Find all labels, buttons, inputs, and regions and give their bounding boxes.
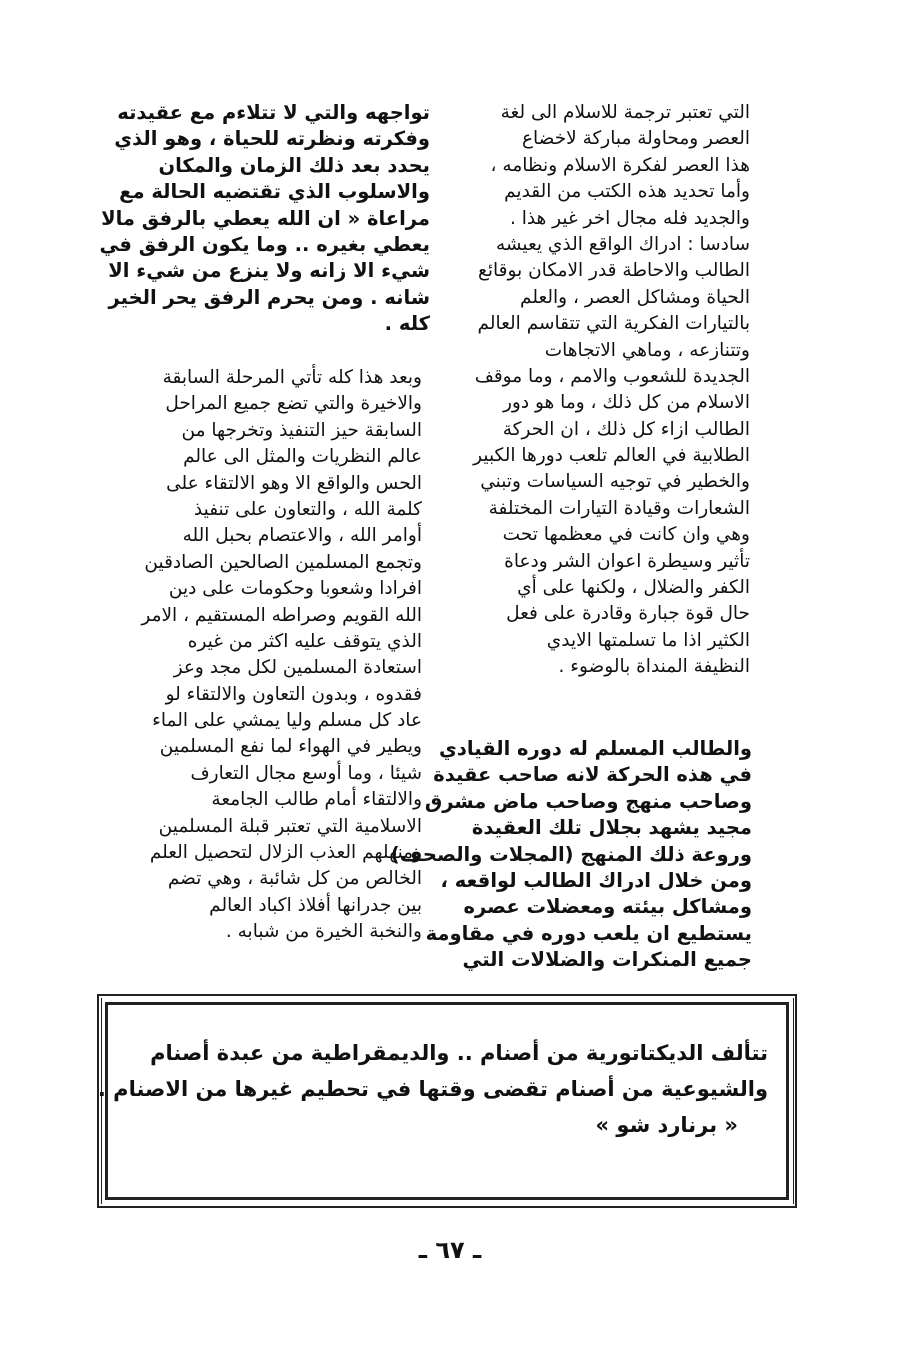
left-column-line: وتجمع المسلمين الصالحين الصادقين <box>144 551 422 573</box>
quote-line-1: تتألف الديكتاتورية من أصنام .. والديمقراطية من عبدة أصنام <box>150 1041 768 1065</box>
right-column-line: هذا العصر لفكرة الاسلام ونظامه ، <box>490 154 750 176</box>
right-column-line: والخطير في توجيه السياسات وتبني <box>480 471 750 493</box>
left-column-bold-paragraph <box>100 100 430 338</box>
right-column-line: وتتنازعه ، وماهي الاتجاهات <box>544 339 750 361</box>
left-column-line: الله القويم وصراطه المستقيم ، الامر <box>141 604 422 626</box>
right-column-line: العصر ومحاولة مباركة لاخضاع <box>522 128 750 150</box>
right-column-line: وأما تحديد هذه الكتب من القديم <box>504 181 750 203</box>
left-column-line: والالتقاء أمام طالب الجامعة <box>211 789 422 811</box>
left-column-line: بين جدرانها أفلاذ اكباد العالم <box>209 894 422 916</box>
left-column-line: السابقة حيز التنفيذ وتخرجها من <box>181 419 422 441</box>
left-column-bold-line: يحدد بعد ذلك الزمان والمكان <box>158 153 430 177</box>
left-column-line: كلمة الله ، والتعاون على تنفيذ <box>193 498 422 520</box>
right-column-line: سادسا : ادراك الواقع الذي يعيشه <box>495 233 750 255</box>
left-column-line: والاخيرة والتي تضع جميع المراحل <box>165 393 422 415</box>
page-number: ـ ٦٧ ـ <box>418 1236 482 1264</box>
quote-author: « برنارد شو » <box>595 1113 738 1137</box>
right-column-bold-line: في هذه الحركة لانه صاحب عقيدة <box>433 763 752 787</box>
right-column-line: وهي وان كانت في معظمها تحت <box>502 524 750 546</box>
right-column-line: الشعارات وقيادة التيارات المختلفة <box>488 497 750 519</box>
right-column-bold-line: جميع المنكرات والضلالات التي <box>462 948 752 972</box>
right-column-bold-line: ومشاكل بيئته ومعضلات عصره <box>463 895 752 919</box>
right-column-line: تأثير وسيطرة اعوان الشر ودعاة <box>504 550 750 572</box>
quote-frame-rule-right <box>793 998 794 1204</box>
left-column-line: ويطير في الهواء لما نفع المسلمين <box>159 736 422 758</box>
left-column-line: الذي يتوقف عليه اكثر من غيره <box>187 630 422 652</box>
left-column-line: افرادا وشعوبا وحكومات على دين <box>168 578 422 600</box>
left-column-line: استعادة المسلمين لكل مجد وعز <box>173 657 422 679</box>
left-column-line: والنخبة الخيرة من شبابه . <box>225 921 422 943</box>
quote-line-2: والشيوعية من أصنام تقضى وقتها في تحطيم غيرها من الاصنام . <box>97 1077 768 1101</box>
left-column-bold-line: كله . <box>384 312 430 336</box>
right-column-line: الطلابية في العالم تلعب دورها الكبير <box>473 445 750 467</box>
right-column-line: الجديدة للشعوب والامم ، وما موقف <box>474 365 750 387</box>
left-column-bold-line: يعطي بغيره .. وما يكون الرفق في <box>99 232 430 256</box>
right-column-line: والجديد فله مجال اخر غير هذا . <box>509 207 750 229</box>
right-column-bold-line: وصاحب منهج وصاحب ماض مشرق <box>424 789 752 813</box>
right-column-line: الحياة ومشاكل العصر ، والعلم <box>520 286 750 308</box>
left-column-body <box>100 365 422 946</box>
right-column-line: الطالب ازاء كل ذلك ، ان الحركة <box>502 418 750 440</box>
left-column-line: عالم النظريات والمثل الى عالم <box>183 446 422 468</box>
right-column-line: الطالب والاحاطة قدر الامكان بوقائع <box>478 260 750 282</box>
right-column-body <box>468 100 750 681</box>
left-column-line: أوامر الله ، والاعتصام بحبل الله <box>182 525 422 547</box>
left-column-bold-line: وفكرته ونظرته للحياة ، وهو الذي <box>114 127 430 151</box>
right-column-line: التي تعتبر ترجمة للاسلام الى لغة <box>500 102 750 123</box>
quote-box <box>97 1035 768 1143</box>
left-column-bold-line: تواجهه والتي لا تتلاءم مع عقيدته <box>117 101 430 124</box>
left-column-bold-line: مراعاة « ان الله يعطي بالرفق مالا <box>101 206 430 230</box>
left-column-bold-line: والاسلوب الذي تقتضيه الحالة مع <box>119 180 430 204</box>
right-column-line: النظيفة المنداة بالوضوء . <box>558 656 750 678</box>
left-column-line: ومنهلهم العذب الزلال لتحصيل العلم <box>149 842 422 864</box>
right-column-line: الاسلام من كل ذلك ، وما هو دور <box>503 392 750 414</box>
right-column-line: بالتيارات الفكرية التي تتقاسم العالم <box>477 313 750 335</box>
right-column-bold-paragraph <box>390 736 752 974</box>
left-column-line: عاد كل مسلم وليا يمشي على الماء <box>152 710 422 732</box>
left-column-line: الخالص من كل شائبة ، وهي تضم <box>167 868 422 890</box>
left-column-line: الحس والواقع الا وهو الالتقاء على <box>166 472 422 494</box>
right-column-bold-line: مجيد يشهد بجلال تلك العقيدة <box>471 816 752 840</box>
left-column-bold-line: شيء الا زانه ولا ينزع من شيء الا <box>108 259 430 283</box>
left-column-line: فقدوه ، وبدون التعاون والالتقاء لو <box>165 683 422 705</box>
left-column-line: الاسلامية التي تعتبر قبلة المسلمين <box>158 815 422 837</box>
left-column-line: شيئا ، وما أوسع مجال التعارف <box>190 762 422 784</box>
right-column-bold-line: وروعة ذلك المنهج (المجلات والصحف) <box>390 842 752 866</box>
right-column-line: الكفر والضلال ، ولكنها على أي <box>517 577 750 599</box>
left-column-bold-line: شانه . ومن يحرم الرفق يحر الخير <box>108 285 430 309</box>
right-column-bold-line: ومن خلال ادراك الطالب لواقعه ، <box>440 868 752 892</box>
right-column-bold-line: يستطيع ان يلعب دوره في مقاومة <box>425 921 752 945</box>
right-column-line: الكثير اذا ما تسلمتها الايدي <box>546 629 750 651</box>
right-column-line: حال قوة جبارة وقادرة على فعل <box>506 603 750 625</box>
right-column-bold-line: والطالب المسلم له دوره القيادي <box>439 737 752 760</box>
left-column-line: وبعد هذا كله تأتي المرحلة السابقة <box>162 367 422 388</box>
